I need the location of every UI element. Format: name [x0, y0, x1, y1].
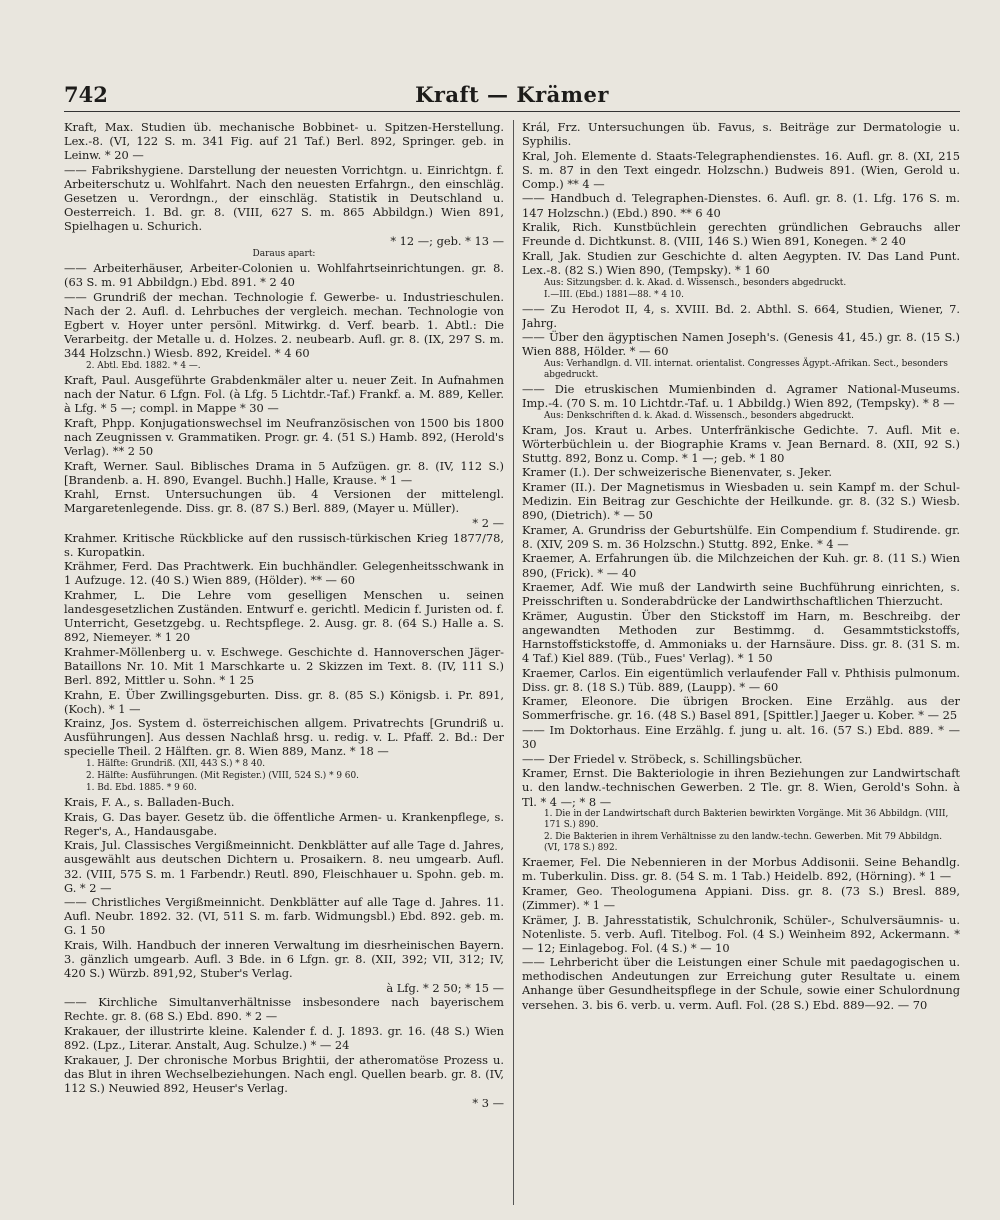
catalog-entry: Kraft, Max. Studien üb. mechanische Bobbinet- u. Spitzen-Herstellung. Lex.-8. (VI, 122 S. m. 341 Fig. auf 21 Taf.) Berl. 892, Springer. geb. in Leinw. * 20 —: [64, 120, 504, 163]
page-number: 742: [64, 82, 108, 107]
catalog-entry: Krahn, E. Über Zwillingsgeburten. Diss. gr. 8. (85 S.) Königsb. i. Pr. 891, (Koch). * 1 —: [64, 687, 504, 716]
catalog-entry: —— Handbuch d. Telegraphen-Dienstes. 6. Aufl. gr. 8. (1. Lfg. 176 S. m. 147 Holzschn.) (Ebd.) 890. ** 6 40: [522, 191, 960, 220]
left-column: [64, 120, 504, 1205]
catalog-entry: Král, Frz. Untersuchungen üb. Favus, s. Beiträge zur Dermatologie u. Syphilis.: [522, 120, 960, 149]
catalog-entry: —— Grundriß der mechan. Technologie f. Gewerbe- u. Industrieschulen. Nach der 2. Aufl. d. Lehrbuches der vergleich. mechan. Technologie von Egbert v. Hoyer unter persönl. Mitwirkg. d. Verf. bearb. 1. Abtl.: Die Verarbeitg. der Metalle u. d. Holzes. 2. neubearb. Aufl. gr. 8. (IX, 297 S. m. 344 Holzschn.) Wiesb. 892, Kreidel. * 4 60: [64, 290, 504, 361]
price-line: * 2 —: [472, 515, 504, 530]
catalog-entry: Kramer (II.). Der Magnetismus in Wiesbaden u. sein Kampf m. der Schul-Medizin. Ein Beitrag zur Geschichte der Heilkunde. gr. 8. (32 S.) Wiesb. 890, (Dietrich). * — 50: [522, 479, 960, 523]
catalog-entry: Kraft, Paul. Ausgeführte Grabdenkmäler alter u. neuer Zeit. In Aufnahmen nach der Natur. 6 Lfgn. Fol. (à Lfg. 5 Lichtdr.-Taf.) Frankf. a. M. 889, Keller. à Lfg. * 5 —; compl. in Mappe * 30 —: [64, 373, 504, 416]
catalog-entry: Krais, Jul. Classisches Vergißmeinnicht. Denkblätter auf alle Tage d. Jahres, ausgewählt aus deutschen Dichtern u. Prosaikern. 8. neu umgearb. Aufl. 32. (VIII, 575 S. m. 1 Farbendr.) Reutl. 890, Fleischhauer u. Spohn. geb. m. G. * 2 —: [64, 838, 504, 895]
column-divider: [513, 120, 514, 1205]
catalog-entry: Kraft, Werner. Saul. Biblisches Drama in 5 Aufzügen. gr. 8. (IV, 112 S.) [Brandenb. a. H. 890, Evangel. Buchh.] Halle, Krause. * 1 —: [64, 458, 504, 487]
catalog-entry: Krämer, J. B. Jahresstatistik, Schulchronik, Schüler-, Schulversäumnis- u. Notenliste. 5. verb. Aufl. Titelbog. Fol. (4 S.) Weinheim 892, Ackermann. * — 12; Einlagebog. Fol. (4 S.) * — 10: [522, 912, 960, 955]
catalog-entry: —— Fabrikshygiene. Darstellung der neuesten Vorrichtgn. u. Einrichtgn. f. Arbeiterschutz u. Wohlfahrt. Nach den neuesten Erfahrgn., den einschläg. Gesetzen u. Verordngn., der einschläg. Statistik in Deutschland u. Oesterreich. 1. Bd. gr. 8. (VIII, 627 S. m. 865 Abbildgn.) Wien 891, Spielhagen u. Schurich.: [64, 162, 504, 234]
entry-note: Aus: Sitzungsber. d. k. Akad. d. Wissensch., besonders abgedruckt.: [544, 277, 847, 288]
catalog-entry: Krais, Wilh. Handbuch der inneren Verwaltung im diesrheinischen Bayern. 3. gänzlich umgearb. Aufl. 3 Bde. in 6 Lfgn. gr. 8. (XII, 392; VII, 312; IV, 420 S.) Würzb. 891,92, Stuber's Verlag.: [64, 937, 504, 981]
catalog-entry: Krähmer, Ferd. Das Prachtwerk. Ein buchhändler. Gelegenheitsschwank in 1 Aufzuge. 12. (40 S.) Wien 889, (Hölder). ** — 60: [64, 559, 504, 588]
entry-note: Aus: Verhandlgn. d. VII. internat. orientalist. Congresses Ägypt.-Afrikan. Sect., besonders abgedruckt.: [544, 358, 948, 380]
catalog-entry: Krais, G. Das bayer. Gesetz üb. die öffentliche Armen- u. Krankenpflege, s. Reger's, A., Handausgabe.: [64, 809, 504, 838]
catalog-entry: —— Die etruskischen Mumienbinden d. Agramer National-Museums. Imp.-4. (70 S. m. 10 Lichtdr.-Taf. u. 1 Abbildg.) Wien 892, (Tempsky). * 8 —: [522, 381, 960, 410]
catalog-entry: Kramer, Eleonore. Die übrigen Brocken. Eine Erzählg. aus der Sommerfrische. gr. 16. (48 S.) Basel 891, [Spittler.] Jaeger u. Kober. * — 25: [522, 694, 960, 723]
entry-note: I.—III. (Ebd.) 1881—88. * 4 10.: [544, 289, 685, 300]
catalog-entry: Krais, F. A., s. Balladen-Buch.: [64, 795, 235, 810]
catalog-entry: —— Lehrbericht über die Leistungen einer Schule mit paedagogischen u. methodischen Andeutungen zur Erreichung guter Resultate u. einem Anhange über Gesundheitspflege in der Schule, sowie einer Schulordnung versehen. 3. bis 6. verb. u. verm. Aufl. Fol. (28 S.) Ebd. 889—92. — 70: [522, 955, 960, 1012]
catalog-entry: Kraemer, Adf. Wie muß der Landwirth seine Buchführung einrichten, s. Preisschriften u. Sonderabdrücke der Landwirthschaftlichen Thierzucht.: [522, 580, 960, 609]
catalog-entry: Kraft, Phpp. Konjugationswechsel im Neufranzösischen von 1500 bis 1800 nach Zeugnissen v. Grammatiken. Progr. gr. 4. (51 S.) Hamb. 892, (Herold's Verlag). ** 2 50: [64, 415, 504, 458]
catalog-entry: Kralik, Rich. Kunstbüchlein gerechten gründlichen Gebrauchs aller Freunde d. Dichtkunst. 8. (VIII, 146 S.) Wien 891, Konegen. * 2 40: [522, 220, 960, 249]
catalog-entry: —— Der Friedel v. Ströbeck, s. Schillingsbücher.: [522, 751, 803, 766]
catalog-entry: Kraemer, Fel. Die Nebennieren in der Morbus Addisonii. Seine Behandlg. m. Tuberkulin. Diss. gr. 8. (54 S. m. 1 Tab.) Heidelb. 892, (Hörning). * 1 —: [522, 855, 960, 884]
entry-note: 1. Die in der Landwirtschaft durch Bakterien bewirkten Vorgänge. Mit 36 Abbildgn. (VIII, 171 S.) 890.: [544, 809, 949, 831]
catalog-entry: —— Im Doktorhaus. Eine Erzählg. f. jung u. alt. 16. (57 S.) Ebd. 889. * — 30: [522, 723, 960, 752]
catalog-entry: Krall, Jak. Studien zur Geschichte d. alten Aegypten. IV. Das Land Punt. Lex.-8. (82 S.) Wien 890, (Tempsky). * 1 60: [522, 248, 960, 277]
entry-note: Aus: Denkschriften d. k. Akad. d. Wissensch., besonders abgedruckt.: [544, 410, 854, 421]
entry-note: 2. Hälfte: Ausführungen. (Mit Register.) (VIII, 524 S.) * 9 60.: [86, 771, 359, 782]
catalog-entry: —— Christliches Vergißmeinnicht. Denkblätter auf alle Tage d. Jahres. 11. Aufl. Neubr. 1892. 32. (VI, 511 S. m. farb. Widmungsbl.) Ebd. 892. geb. m. G. 1 50: [64, 895, 504, 938]
catalog-entry: Krämer, Augustin. Über den Stickstoff im Harn, m. Beschreibg. der angewandten Methoden zur Bestimmg. d. Gesammtstickstoffs, Harnstoffstickstoffe, d. Ammoniaks u. der Harnsäure. Diss. gr. 8. (31 S. m. 4 Taf.) Kiel 889. (Tüb., Fues' Verlag). * 1 50: [522, 608, 960, 666]
price-line: à Lfg. * 2 50; * 15 —: [386, 980, 504, 995]
catalog-entry: Krakauer, J. Der chronische Morbus Brightii, der atheromatöse Prozess u. das Blut in ihren Wechselbeziehungen. Nach engl. Quellen bearb. gr. 8. (IV, 112 S.) Neuwied 892, Heuser's Verlag.: [64, 1052, 504, 1095]
catalog-entry: Krakauer, der illustrirte kleine. Kalender f. d. J. 1893. gr. 16. (48 S.) Wien 892. (Lpz., Literar. Anstalt, Aug. Schulze.) * — 24: [64, 1024, 504, 1053]
entry-note: 1. Hälfte: Grundriß. (XII, 443 S.) * 8 40.: [86, 759, 266, 770]
catalog-entry: Kramer, A. Grundriss der Geburtshülfe. Ein Compendium f. Studirende. gr. 8. (XIV, 209 S. m. 36 Holzschn.) Stuttg. 892, Enke. * 4 —: [522, 522, 960, 551]
running-head: Kraft — Krämer: [415, 82, 609, 107]
catalog-entry: Krahmer-Möllenberg u. v. Eschwege. Geschichte d. Hannoverschen Jäger-Bataillons Nr. 10. Mit 1 Marschkarte u. 2 Skizzen im Text. 8. (IV, 111 S.) Berl. 892, Mittler u. Sohn. * 1 25: [64, 644, 504, 687]
catalog-entry: —— Kirchliche Simultanverhältnisse insbesondere nach bayerischem Rechte. gr. 8. (68 S.) Ebd. 890. * 2 —: [64, 995, 504, 1024]
entry-note: 2. Die Bakterien in ihrem Verhältnisse zu den landw.-techn. Gewerben. Mit 79 Abbildgn. (VI, 178 S.) 892.: [544, 832, 943, 854]
catalog-entry: Krahl, Ernst. Untersuchungen üb. 4 Versionen der mittelengl. Margaretenlegende. Diss. gr. 8. (87 S.) Berl. 889, (Mayer u. Müller).: [64, 487, 504, 516]
catalog-entry: Krainz, Jos. System d. österreichischen allgem. Privatrechts [Grundriß u. Ausführungen]. Aus dessen Nachlaß hrsg. u. redig. v. L. Pfaff. 2. Bd.: Der specielle Theil. 2 Hälften. gr. 8. Wien 889, Manz. * 18 —: [64, 716, 504, 759]
apart-note: Daraus apart:: [252, 249, 316, 260]
catalog-entry: Kramer (I.). Der schweizerische Bienenvater, s. Jeker.: [522, 465, 832, 480]
catalog-entry: Kram, Jos. Kraut u. Arbes. Unterfränkische Gedichte. 7. Aufl. Mit e. Wörterbüchlein u. der Biographie Krams v. Jean Bernard. 8. (XII, 92 S.) Stuttg. 892, Bonz u. Comp. * 1 —; geb. * 1 80: [522, 422, 960, 465]
catalog-entry: Krahmer. Kritische Rückblicke auf den russisch-türkischen Krieg 1877/78, s. Kuropatkin.: [64, 530, 504, 559]
catalog-entry: Kral, Joh. Elemente d. Staats-Telegraphendienstes. 16. Aufl. gr. 8. (XI, 215 S. m. 87 in den Text eingedr. Holzschn.) Budweis 891. (Wien, Gerold u. Comp.) ** 4 —: [522, 148, 960, 191]
price-line: * 12 —; geb. * 13 —: [390, 233, 504, 248]
right-column: [522, 120, 960, 1205]
catalog-entry: —— Zu Herodot II, 4, s. XVIII. Bd. 2. Abthl. S. 664, Studien, Wiener, 7. Jahrg.: [522, 301, 960, 330]
page-header: [64, 78, 960, 112]
catalog-entry: Kramer, Ernst. Die Bakteriologie in ihren Beziehungen zur Landwirtschaft u. den landw.-technischen Gewerben. 2 Tle. gr. 8. Wien, Gerold's Sohn. à Tl. * 4 —; * 8 —: [522, 766, 960, 809]
catalog-entry: Krahmer, L. Die Lehre vom geselligen Menschen u. seinen landesgesetzlichen Zuständen. Entwurf e. gerichtl. Medicin f. Juristen od. f. Unterricht, Gesetzgebg. u. Rechtspflege. 2. Ausg. gr. 8. (64 S.) Halle a. S. 892, Niemeyer. * 1 20: [64, 587, 504, 645]
entry-note: 1. Bd. Ebd. 1885. * 9 60.: [86, 783, 197, 794]
catalog-entry: —— Arbeiterhäuser, Arbeiter-Colonien u. Wohlfahrtseinrichtungen. gr. 8. (63 S. m. 91 Abbildgn.) Ebd. 891. * 2 40: [64, 261, 504, 290]
two-column-body: [64, 120, 960, 1205]
catalog-entry: Kramer, Geo. Theologumena Appiani. Diss. gr. 8. (73 S.) Bresl. 889, (Zimmer). * 1 —: [522, 883, 960, 912]
catalog-entry: Kraemer, A. Erfahrungen üb. die Milchzeichen der Kuh. gr. 8. (11 S.) Wien 890, (Frick). * — 40: [522, 551, 960, 580]
price-line: * 3 —: [472, 1095, 504, 1110]
catalog-entry: Kraemer, Carlos. Ein eigentümlich verlaufender Fall v. Phthisis pulmonum. Diss. gr. 8. (18 S.) Tüb. 889, (Laupp). * — 60: [522, 665, 960, 694]
entry-note: 2. Abtl. Ebd. 1882. * 4 —.: [86, 361, 201, 371]
catalog-entry: —— Über den ägyptischen Namen Joseph's. (Genesis 41, 45.) gr. 8. (15 S.) Wien 888, Hölder. * — 60: [522, 330, 960, 359]
